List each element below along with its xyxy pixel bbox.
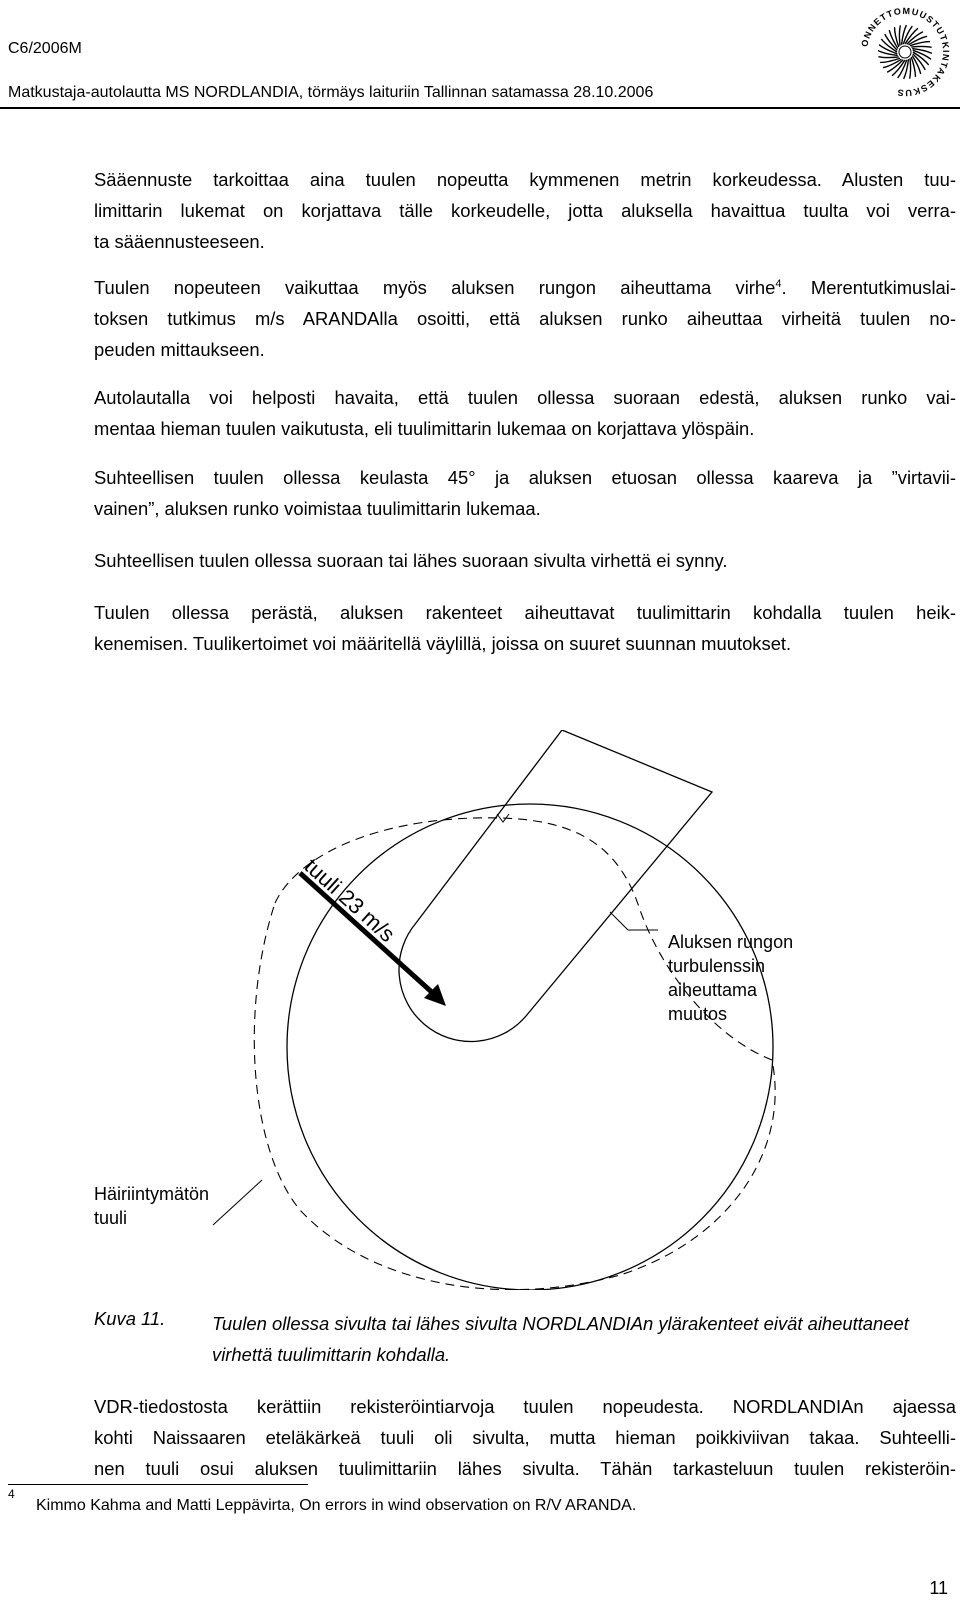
label-undisturbed-wind [94,1182,209,1230]
label-line: turbulenssin [668,956,766,976]
paragraph-line: Autolautalla voi helposti havaita, että tuulen ollessa suoraan edestä, aluksen runko vai- [94,387,956,408]
paragraph-line: peuden mittaukseen. [94,339,265,360]
paragraph-line: toksen tutkimus m/s ARANDAlla osoitti, että aluksen runko aiheuttaa virheitä tuulen no- [94,308,956,329]
wind-diagram [0,730,960,1290]
paragraph-line: Suhteellisen tuulen ollessa suoraan tai lähes suoraan sivulta virhettä ei synny. [94,550,728,571]
svg-text:ONNETTOMUUSTUTKINTAKESKUS: ONNETTOMUUSTUTKINTAKESKUS [859,5,952,99]
footnote-reference[interactable]: 4 [775,277,782,290]
footnote-text: Kimmo Kahma and Matti Leppävirta, On errors in wind observation on R/V ARANDA. [36,1497,637,1514]
figure-caption-number: Kuva 11. [94,1308,166,1329]
footnote-number: 4 [8,1487,15,1501]
logo-ray [911,46,931,47]
paragraph-line: Sääennuste tarkoittaa aina tuulen nopeutta kymmenen metrin korkeudessa. Alusten tuu- [94,169,956,190]
undisturbed-wind-circle [287,804,773,1290]
paragraph-line [94,272,956,303]
logo-ray [899,25,900,45]
paragraph-line: Tuulen ollessa perästä, aluksen rakenteet aiheuttavat tuulimittarin kohdalla tuulen heik- [94,602,956,623]
paragraph-text: Tuulen nopeuteen vaikuttaa myös aluksen rungon aiheuttama virhe [94,277,776,298]
logo-ray [910,58,911,78]
footnote-divider [8,1484,308,1485]
paragraph-line: vainen”, aluksen runko voimistaa tuulimittarin lukemaa. [94,498,541,519]
paragraph-2 [94,272,956,365]
paragraph-line: VDR-tiedostosta kerättiin rekisteröintiarvoja tuulen nopeudesta. NORDLANDIAn ajaessa [94,1396,956,1417]
label-line: Häiriintymätön [94,1184,210,1204]
label-line: aiheuttama [668,980,758,1000]
document-subtitle: Matkustaja-autolautta MS NORDLANDIA, törmäys laituriin Tallinnan satamassa 28.10.2006 [8,84,654,101]
paragraph-line: limittarin lukemat on korjattava tälle korkeudelle, jotta aluksella havaittua tuulta voi verra- [94,200,956,221]
paragraph-5 [94,545,956,576]
wind-arrow-shaft [300,873,435,995]
right-label-leader [610,912,628,930]
label-line: tuuli [94,1208,128,1228]
paragraph-4 [94,462,956,524]
closing-paragraph [94,1391,956,1484]
investigation-centre-logo [855,2,955,102]
label-line: Aluksen rungon [668,932,794,952]
figure-caption-text: Tuulen ollessa sivulta tai lähes sivulta NORDLANDIAn ylärakenteet eivät aiheuttaneet virhettä tuulimittarin kohdalla. [212,1313,909,1365]
left-label-leader [213,1180,262,1225]
page-number: 11 [929,1578,948,1598]
document-code: C6/2006M [8,40,82,57]
label-hull-turbulence [668,930,793,1026]
ship-hull-outline [399,730,712,1042]
wind-arrow-label: tuuli 23 m/s [299,853,400,947]
paragraph-line: kenemisen. Tuulikertoimet voi määritellä väylillä, joissa on suuret suunnan muutokset. [94,633,792,654]
paragraph-line: kohti Naissaaren eteläkärkeä tuuli oli sivulta, mutta hieman poikkiviivan takaa. Suhteelli- [94,1427,956,1448]
label-line: muutos [668,1004,728,1024]
header-divider [0,107,960,109]
paragraph-line: ta sääennusteeseen. [94,231,265,252]
paragraph-text: . Merentutkimuslai- [781,277,956,298]
logo-ray [878,57,898,58]
paragraph-3 [94,382,956,444]
paragraph-line: Suhteellisen tuulen ollessa keulasta 45° ja aluksen etuosan ollessa kaareva ja ”virtavii- [94,467,956,488]
paragraph-line: mentaa hieman tuulen vaikutusta, eli tuulimittarin lukemaa on korjattava ylöspäin. [94,418,755,439]
paragraph-line: nen tuuli osui aluksen tuulimittariin lähes sivulta. Tähän tarkasteluun tuulen rekisteröin- [94,1458,956,1479]
paragraph-6 [94,597,956,659]
paragraph-1 [94,164,956,257]
